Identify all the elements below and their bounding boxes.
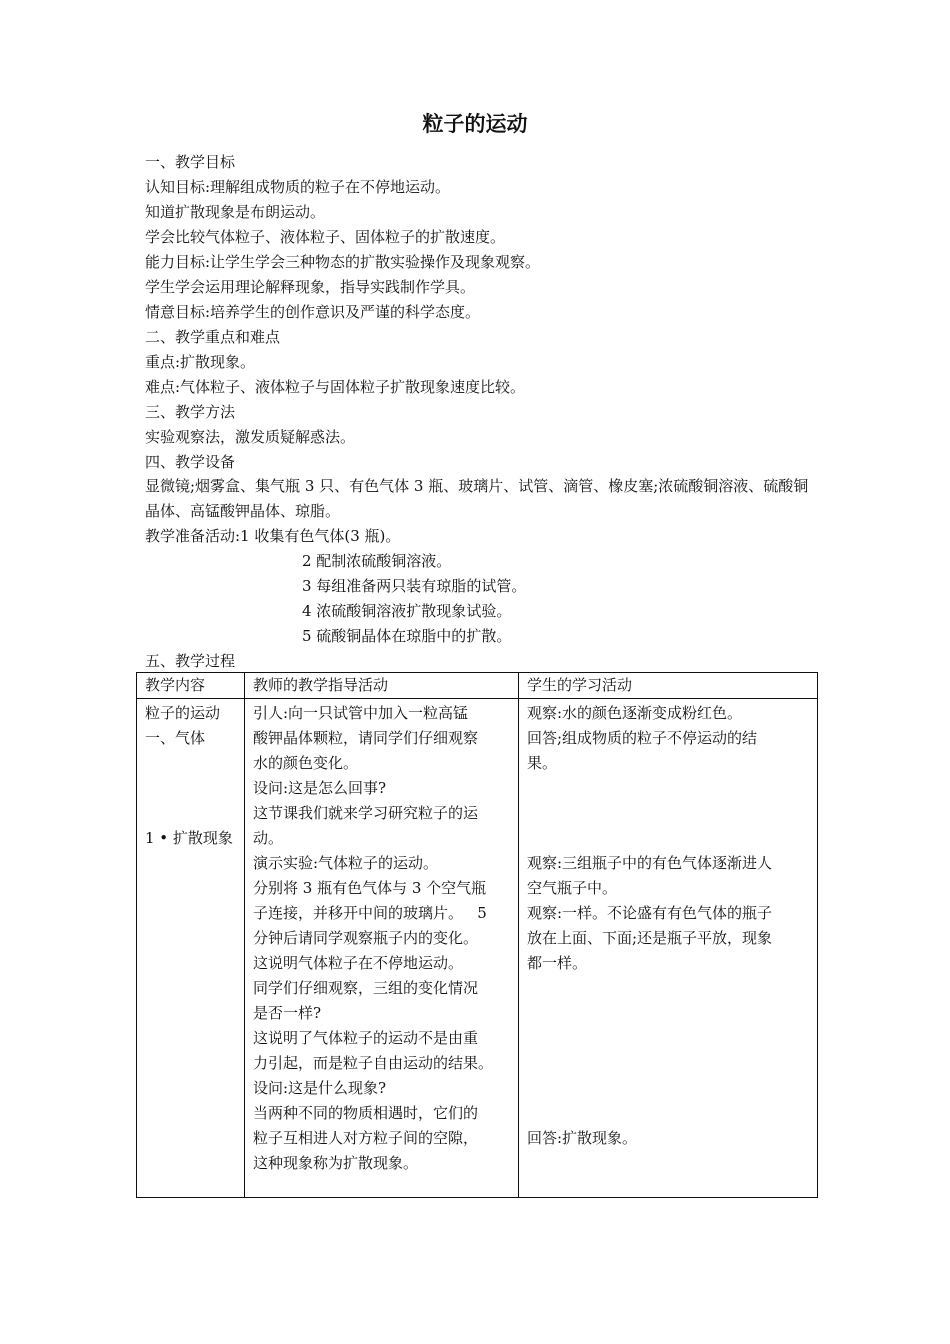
section-heading-equipment: 四、教学设备 (145, 453, 236, 471)
student-line: 回答:扩散现象。 (527, 1129, 638, 1147)
spacer (145, 751, 236, 826)
student-line: 都一样。 (527, 954, 588, 972)
spacer (527, 976, 809, 1126)
teacher-line: 同学们仔细观察，三组的变化情况 (253, 979, 479, 997)
key-point-line: 难点:气体粒子、液体粒子与固体粒子扩散现象速度比较。 (145, 378, 526, 396)
content-line: 一、气体 (145, 729, 206, 747)
student-cell (519, 699, 818, 1198)
teacher-line: 设问:这是什么现象? (253, 1079, 387, 1097)
equipment-list: 显微镜;烟雾盒、集气瓶 3 只、有色气体 3 瓶、玻璃片、试管、滴管、橡皮塞;浓硫酸铜溶液、硫酸铜晶体、高锰酸钾晶体、琼脂。 (145, 477, 809, 520)
student-line: 观察:三组瓶子中的有色气体逐渐进人 (527, 854, 773, 872)
section-heading-methods: 三、教学方法 (145, 403, 236, 421)
teacher-cell (245, 699, 519, 1198)
header-teacher: 教师的教学指导活动 (245, 673, 519, 699)
teacher-line: 分钟后请同学观察瓶子内的变化。 (253, 929, 479, 947)
teacher-line: 演示实验:气体粒子的运动。 (253, 854, 439, 872)
teacher-line: 这节课我们就来学习研究粒子的运 (253, 804, 479, 822)
prep-item: 4 浓硫酸铜溶液扩散现象试验。 (302, 602, 512, 620)
objective-line: 情意目标:培养学生的创作意识及严谨的科学态度。 (145, 303, 481, 321)
student-line: 空气瓶子中。 (527, 879, 618, 897)
table-header-row (137, 673, 818, 699)
teacher-line: 设问:这是怎么回事? (253, 779, 387, 797)
objective-line: 知道扩散现象是布朗运动。 (145, 203, 326, 221)
teacher-line: 这种现象称为扩散现象。 (253, 1154, 419, 1172)
student-line: 观察:水的颜色逐渐变成粉红色。 (527, 704, 743, 722)
key-point-line: 重点:扩散现象。 (145, 353, 256, 371)
teacher-line: 力引起，而是粒子自由运动的结果。 (253, 1054, 494, 1072)
teacher-line: 子连接，并移开中间的玻璃片。 5 (253, 904, 487, 922)
teacher-line: 酸钾晶体颗粒，请同学们仔细观察 (253, 729, 479, 747)
header-student: 学生的学习活动 (519, 673, 818, 699)
student-line: 回答;组成物质的粒子不停运动的结 (527, 729, 758, 747)
teacher-line: 这说明了气体粒子的运动不是由重 (253, 1029, 479, 1047)
content-line: 粒子的运动 (145, 704, 221, 722)
student-line: 放在上面、下面;还是瓶子平放，现象 (527, 929, 773, 947)
teacher-line: 水的颜色变化。 (253, 754, 359, 772)
teacher-line: 是否一样? (253, 1004, 322, 1022)
table-row (137, 699, 818, 1198)
objective-line: 能力目标:让学生学会三种物态的扩散实验操作及现象观察。 (145, 253, 541, 271)
teacher-line: 动。 (253, 829, 284, 847)
method-line: 实验观察法，激发质疑解惑法。 (145, 428, 356, 446)
section-heading-process: 五、教学过程 (145, 652, 236, 670)
spacer (527, 776, 809, 851)
teacher-line: 这说明气体粒子在不停地运动。 (253, 954, 464, 972)
teacher-line: 当两种不同的物质相遇时，它们的 (253, 1104, 479, 1122)
prep-activity-line: 教学准备活动:1 收集有色气体(3 瓶)。 (145, 527, 401, 545)
prep-item: 3 每组准备两只装有琼脂的试管。 (302, 577, 527, 595)
student-line: 果。 (527, 754, 558, 772)
section-heading-objectives: 一、教学目标 (145, 153, 236, 171)
teaching-process-table (136, 672, 818, 1198)
student-line: 观察:一样。不论盛有有色气体的瓶子 (527, 904, 773, 922)
objective-line: 认知目标:理解组成物质的粒子在不停地运动。 (145, 178, 451, 196)
page-title: 粒子的运动 (422, 112, 528, 136)
header-content: 教学内容 (137, 673, 245, 699)
prep-item: 5 硫酸铜晶体在琼脂中的扩散。 (302, 627, 512, 645)
section-heading-key-points: 二、教学重点和难点 (145, 328, 281, 346)
content-cell (137, 699, 245, 1198)
teacher-line: 粒子互相进人对方粒子间的空隙， (253, 1129, 479, 1147)
teacher-line: 分别将 3 瓶有色气体与 3 个空气瓶 (253, 879, 487, 897)
objective-line: 学会比较气体粒子、液体粒子、固体粒子的扩散速度。 (145, 228, 506, 246)
content-line: 1 • 扩散现象 (145, 829, 233, 847)
objective-line: 学生学会运用理论解释现象，指导实践制作学具。 (145, 278, 476, 296)
prep-item: 2 配制浓硫酸铜溶液。 (302, 552, 452, 570)
teacher-line: 引人:向一只试管中加入一粒高锰 (253, 704, 469, 722)
